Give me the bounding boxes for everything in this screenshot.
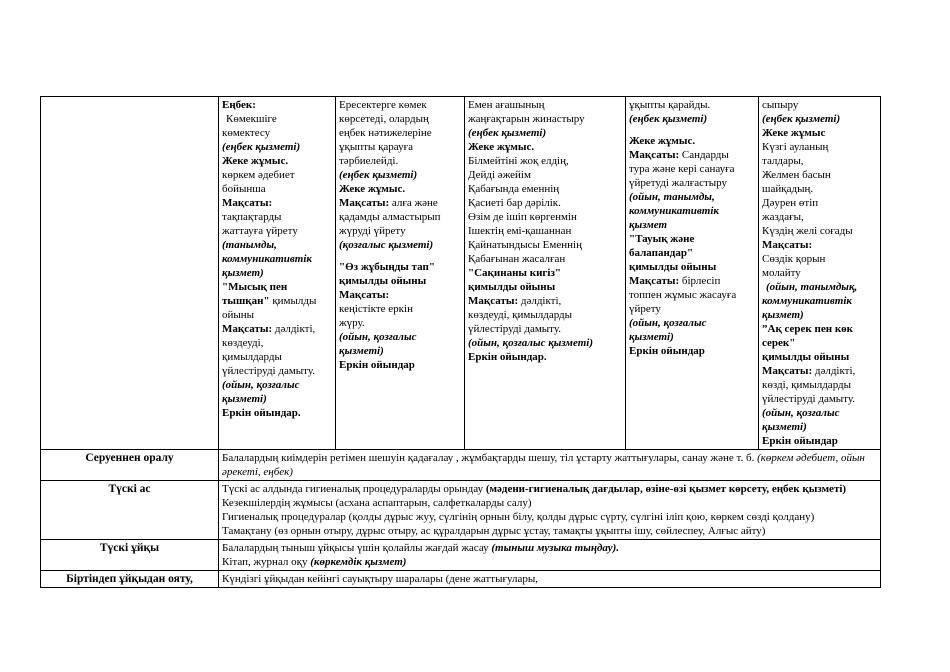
text-line: "Сақинаны кигіз"	[468, 267, 561, 279]
text-line: Мақсаты:	[762, 365, 813, 377]
text-line: көмектесу	[222, 127, 271, 139]
text-line: Балалардың киімдерін ретімен шешуін қадағалау , жұмбақтарды шешу, тіл ұстарту жаттығулары, санау және т. б.	[222, 452, 758, 464]
text-line: Көмекшіге	[226, 113, 277, 125]
row-label-empty	[41, 97, 219, 450]
text-line: (қозғалыс қызметі)	[339, 239, 434, 251]
text-line: жүруді үйрету	[339, 225, 406, 237]
text-line: коммуникативтік	[762, 295, 852, 307]
text-line: Күздің желі соғады	[762, 225, 853, 237]
row-label-return: Серуеннен оралу	[41, 450, 219, 481]
text-line: (көркем әдебиет, ойын әрекеті, еңбек)	[222, 452, 865, 478]
text-line: шайқадың.	[762, 183, 814, 195]
text-line: үйрету	[629, 303, 661, 315]
text-line: (ойын, қозғалыс	[339, 331, 417, 343]
text-line: Түскі ас алдында гигиеналық процедураларды орындау	[222, 483, 486, 495]
activities-row	[41, 97, 881, 450]
text-line: дәлдікті,	[518, 295, 562, 307]
text-line: Дәурен өтіп	[762, 197, 819, 209]
text-line: жаңғақтарын жинастыру	[468, 113, 585, 125]
text-line: үйлестіруді дамыту.	[762, 393, 855, 405]
text-line: Жеке жұмыс.	[629, 135, 696, 147]
text-line: Мақсаты:	[339, 289, 390, 301]
row-label-wake: Біртіндеп ұйқыдан ояту,	[41, 571, 219, 588]
text-line: көздеуді,	[222, 337, 264, 349]
text-line: бойынша	[222, 183, 266, 195]
text-line: Еркін ойындар.	[468, 351, 547, 363]
text-line: ұқыпты қарайды.	[629, 99, 711, 111]
text-line: топпен жұмыс жасауға	[629, 289, 737, 301]
text-line: ”Ақ серек пен көк	[762, 323, 854, 335]
text-line: қимылды ойыны	[339, 275, 427, 287]
text-line: қызмет)	[762, 309, 804, 321]
return-cell	[219, 450, 881, 481]
text-line: Еңбек:	[222, 99, 256, 111]
text-line: Тамақтану (өз орнын отыру, дұрыс отыру, ас құралдарын дұрыс ұстау, тамақты ұқыпты ішу, сөйлеспеу, Алғыс айту)	[222, 525, 766, 537]
text-line: үйлестіруді дамыту.	[468, 323, 561, 335]
text-line: коммуникативтік	[222, 253, 312, 265]
text-line: (тыныш музыка тыңдау).	[491, 542, 620, 554]
text-line: Сөздік қорын	[762, 253, 826, 265]
text-line: жаттауға үйрету	[222, 225, 298, 237]
text-line: "Өз жұбыңды тап"	[339, 261, 435, 273]
text-line: алға және	[389, 197, 438, 209]
text-line: Мақсаты:	[762, 239, 813, 251]
text-line: Еркін ойындар	[339, 359, 415, 371]
text-line: жүру.	[339, 317, 365, 329]
text-line: (еңбек қызметі)	[762, 113, 841, 125]
text-line: Мақсаты:	[222, 323, 273, 335]
text-line: Гигиеналық процедуралар (қолды дұрыс жуу, сүлгінің орнын білу, қолды дұрыс сүрту, сүлгіні іліп қою, көркем сөзді қолдану)	[222, 511, 815, 523]
text-line: қызметі)	[339, 345, 384, 357]
day-cell-4	[626, 97, 759, 450]
text-line: "Мысық пен	[222, 281, 288, 293]
text-line: дәлдікті,	[812, 365, 856, 377]
day-cell-3	[465, 97, 626, 450]
text-line: үйретуді жалғастыру	[629, 177, 728, 189]
text-line: Жеке жұмыс	[762, 127, 826, 139]
schedule-table	[40, 96, 881, 588]
text-line: Мақсаты:	[222, 197, 273, 209]
text-line: молайту	[762, 267, 801, 279]
text-line: Еркін ойындар.	[222, 407, 301, 419]
text-line: Мақсаты:	[339, 197, 390, 209]
text-line: қызметі)	[629, 331, 674, 343]
text-line: тышқан"	[222, 295, 270, 307]
row-label-nap: Түскі ұйқы	[41, 540, 219, 571]
text-line: Емен ағашының	[468, 99, 545, 111]
text-line: тура және кері санауға	[629, 163, 735, 175]
text-line: көзді, қимылдарды	[762, 379, 852, 391]
text-line: Қабағында еменнің	[468, 183, 560, 195]
text-line: (еңбек қызметі)	[468, 127, 547, 139]
text-line: (ойын, қозғалыс қызметі)	[468, 337, 593, 349]
text-line: ұқыпты қарауға	[339, 141, 414, 153]
text-line: (көркемдік қызмет)	[310, 556, 407, 568]
text-line: (еңбек қызметі)	[339, 169, 418, 181]
text-line: үйлестіруді дамыту.	[222, 365, 315, 377]
text-line: Жеке жұмыс.	[339, 183, 406, 195]
text-line: қимылды ойыны	[762, 351, 850, 363]
text-line: дәлдікті,	[272, 323, 316, 335]
text-line: Қасиеті бар дәрілік.	[468, 197, 561, 209]
text-line: Мақсаты:	[629, 275, 680, 287]
text-line: көрсетеді, олардың	[339, 113, 429, 125]
text-line: серек"	[762, 337, 796, 349]
text-line: талдары,	[762, 155, 804, 167]
text-line: қимылды ойыны	[629, 261, 717, 273]
text-line: кеңістікте еркін	[339, 303, 413, 315]
text-line: тәрбиелейді.	[339, 155, 399, 167]
day-cell-2	[336, 97, 465, 450]
text-line: тақпақтарды	[222, 211, 282, 223]
text-line: еңбек нәтижелеріне	[339, 127, 432, 139]
text-line: (мәдени-гигиеналық дағдылар, өзіне-өзі қызмет көрсету, еңбек қызметі)	[485, 483, 847, 495]
text-line: (танымды,	[222, 239, 277, 251]
text-line: Өзім де ішіп көргенмін	[468, 211, 577, 223]
text-line: "Тауық және	[629, 233, 695, 245]
text-line: (ойын, танымды,	[629, 191, 715, 203]
text-line: Дейді әжейім	[468, 169, 531, 181]
text-line: Күзгі ауланың	[762, 141, 829, 153]
text-line: Кітап, журнал оқу	[222, 556, 311, 568]
return-row	[41, 450, 881, 481]
text-line: Еркін ойындар	[762, 435, 838, 447]
row-label-lunch: Түскі ас	[41, 481, 219, 540]
text-line: Білмейтіні жоқ елдің,	[468, 155, 569, 167]
text-line: қимылдарды	[222, 351, 282, 363]
text-line: жаздағы,	[762, 211, 804, 223]
text-line: Желмен басын	[762, 169, 831, 181]
text-line: қимылды	[269, 295, 317, 307]
text-line: Мақсаты:	[468, 295, 519, 307]
wake-cell: Күндізгі ұйқыдан кейінгі сауықтыру шаралары (дене жаттығулары,	[219, 571, 881, 588]
day-cell-1	[219, 97, 336, 450]
wake-row	[41, 571, 881, 588]
text-line: қызметі)	[762, 421, 807, 433]
text-line: (еңбек қызметі)	[222, 141, 301, 153]
text-line: Сандарды	[679, 149, 729, 161]
text-line: Мақсаты:	[629, 149, 680, 161]
text-line: қызметі)	[222, 393, 267, 405]
text-line: Ересектерге көмек	[339, 99, 427, 111]
text-line: қадамды алмастырып	[339, 211, 441, 223]
text-line: Жеке жұмыс.	[222, 155, 289, 167]
text-line: (ойын, танымдық,	[766, 281, 858, 293]
text-line: Балалардың тыныш ұйқысы үшін қолайлы жағдай жасау	[222, 542, 492, 554]
text-line: көздеуді, қимылдарды	[468, 309, 573, 321]
text-line: (ойын, қозғалыс	[629, 317, 707, 329]
text-line: сыпыру	[762, 99, 799, 111]
text-line: (еңбек қызметі)	[629, 113, 708, 125]
text-line: қызмет	[629, 219, 668, 231]
text-line: коммуникативтік	[629, 205, 719, 217]
nap-row	[41, 540, 881, 571]
text-line: көркем әдебиет	[222, 169, 295, 181]
text-line: Ішектің емі-қашаннан	[468, 225, 572, 237]
text-line: балапандар"	[629, 247, 694, 259]
text-line: Жеке жұмыс.	[468, 141, 535, 153]
text-line: (ойын, қозғалыс	[222, 379, 300, 391]
text-line: ойыны	[222, 309, 255, 321]
text-line: Қабағынан жасалған	[468, 253, 566, 265]
text-line: бірлесіп	[679, 275, 721, 287]
text-line: Еркін ойындар	[629, 345, 705, 357]
text-line: (ойын, қозғалыс	[762, 407, 840, 419]
text-line: қимылды ойыны	[468, 281, 556, 293]
lunch-row	[41, 481, 881, 540]
day-cell-5	[759, 97, 881, 450]
lunch-cell	[219, 481, 881, 540]
text-line: Кезекшілердің жұмысы (асхана аспаптарын, салфеткаларды салу)	[222, 497, 532, 509]
text-line: қызмет)	[222, 267, 264, 279]
text-line: Қайнатындысы Еменнің	[468, 239, 582, 251]
nap-cell	[219, 540, 881, 571]
